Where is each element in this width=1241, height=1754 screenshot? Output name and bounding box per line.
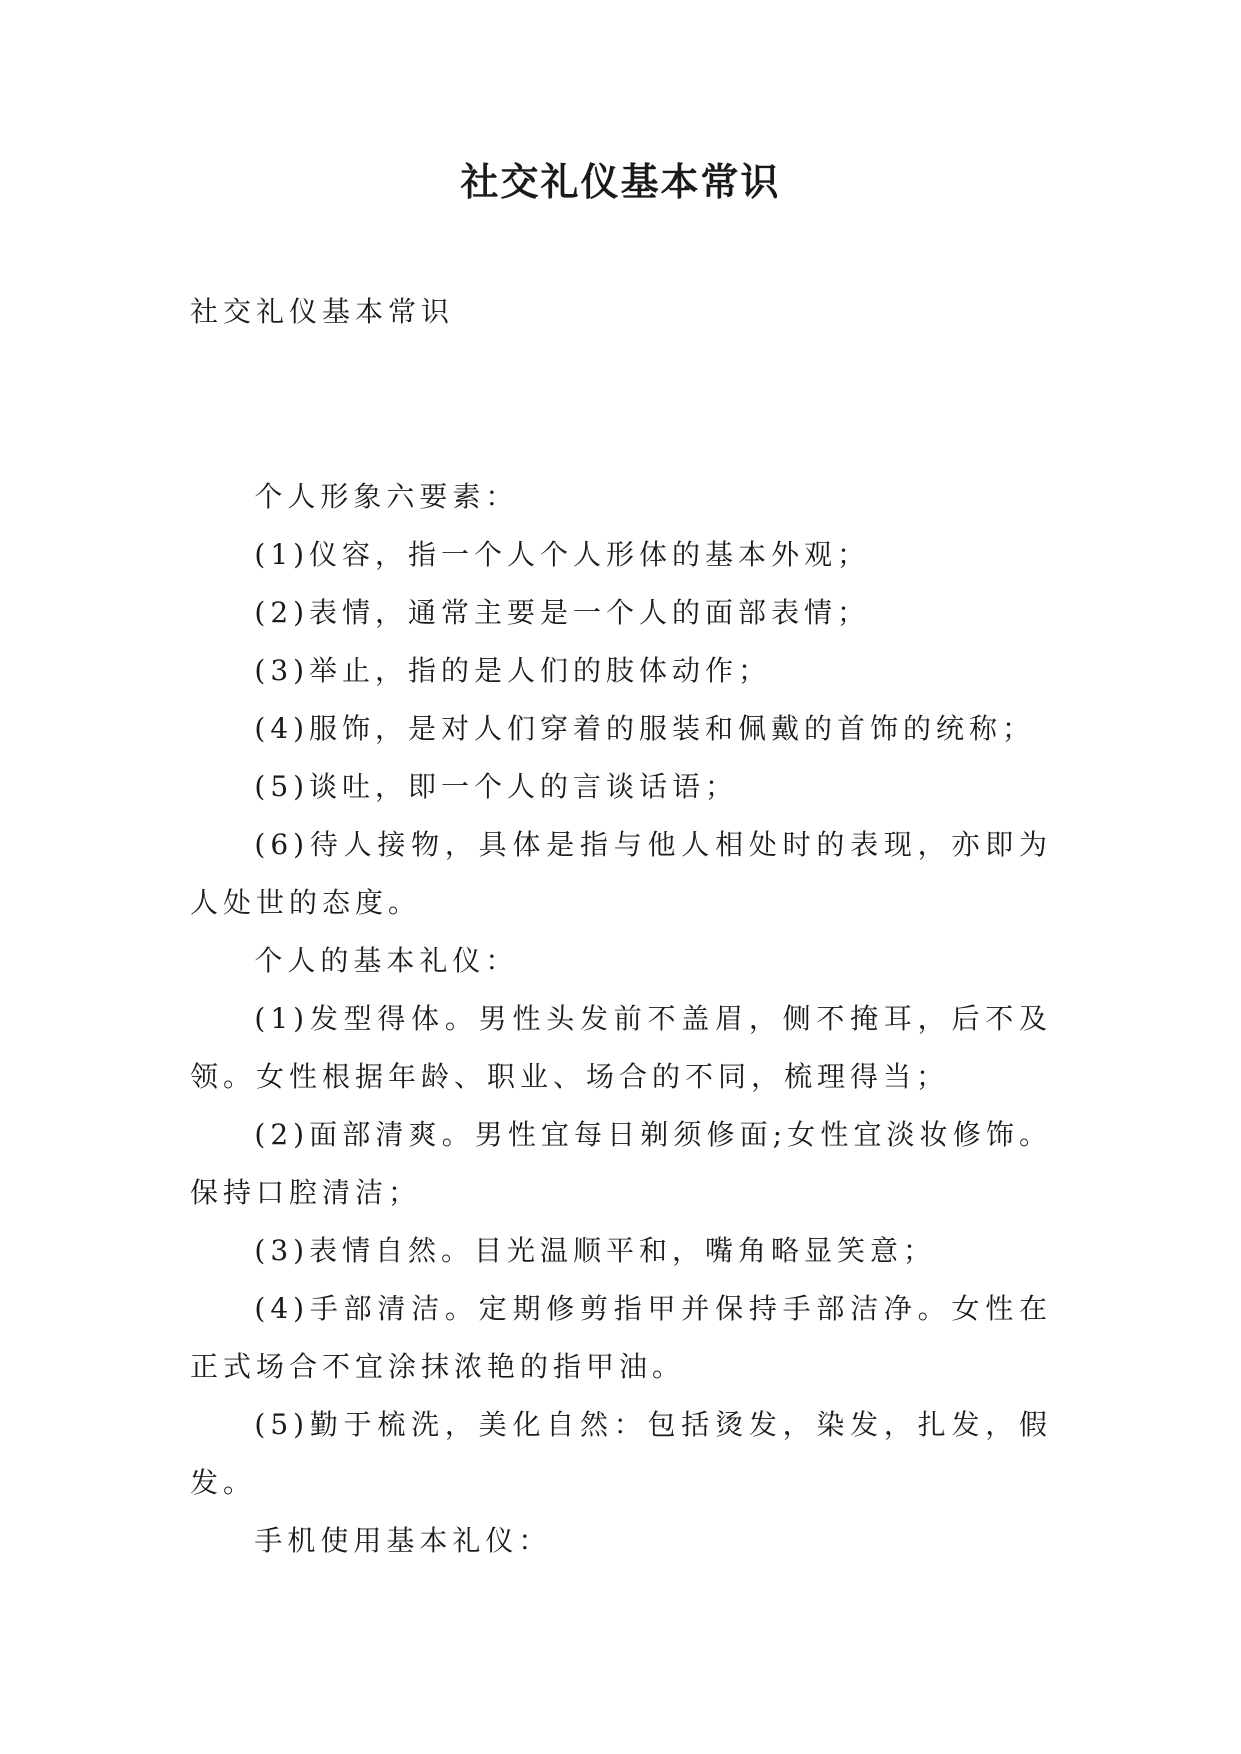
document-subtitle: 社交礼仪基本常识	[190, 295, 455, 328]
paragraph: (4)服饰，是对人们穿着的服装和佩戴的首饰的统称；	[254, 712, 1036, 745]
paragraph: (5)谈吐，即一个人的言谈话语；	[254, 770, 739, 803]
paragraph: (5)勤于梳洗，美化自然：包括烫发，染发，扎发，假发。	[190, 1408, 1052, 1499]
document-title: 社交礼仪基本常识	[460, 159, 781, 204]
paragraph: 手机使用基本礼仪：	[254, 1524, 552, 1557]
paragraph: (1)发型得体。男性头发前不盖眉，侧不掩耳，后不及领。女性根据年龄、职业、场合的不同，梳理得当；	[190, 1002, 1052, 1093]
document-body	[190, 468, 1052, 1570]
paragraph: (4)手部清洁。定期修剪指甲并保持手部洁净。女性在正式场合不宜涂抹浓艳的指甲油。	[190, 1292, 1052, 1383]
paragraph: (6)待人接物，具体是指与他人相处时的表现，亦即为人处世的态度。	[190, 828, 1052, 919]
paragraph: (3)举止，指的是人们的肢体动作；	[254, 654, 772, 687]
paragraph: 个人的基本礼仪：	[254, 944, 519, 977]
paragraph: (2)表情，通常主要是一个人的面部表情；	[254, 596, 871, 629]
paragraph: (3)表情自然。目光温顺平和，嘴角略显笑意；	[254, 1234, 937, 1267]
paragraph: (2)面部清爽。男性宜每日剃须修面;女性宜淡妆修饰。保持口腔清洁；	[190, 1118, 1052, 1209]
paragraph: 个人形象六要素：	[254, 480, 519, 513]
paragraph: (1)仪容，指一个人个人形体的基本外观；	[254, 538, 871, 571]
